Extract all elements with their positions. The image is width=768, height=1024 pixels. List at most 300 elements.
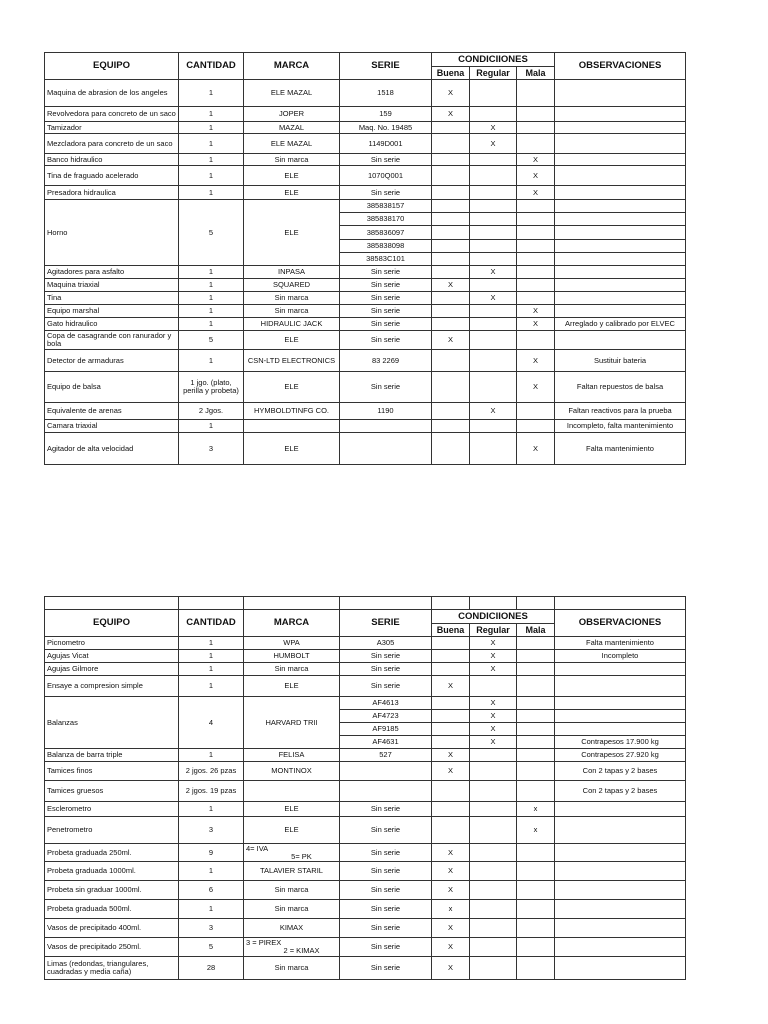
cantidad-cell: 1	[179, 305, 244, 318]
header-row	[45, 610, 686, 624]
observaciones-cell	[555, 213, 686, 226]
header-cantidad: CANTIDAD	[179, 610, 244, 637]
observaciones-cell	[555, 881, 686, 900]
marca-cell: ELE	[244, 372, 340, 403]
cantidad-cell: 1	[179, 166, 244, 186]
spacer-cell	[517, 597, 555, 610]
marca-cell: INPASA	[244, 266, 340, 279]
buena-cell	[432, 650, 470, 663]
regular-cell	[470, 279, 517, 292]
cantidad-cell: 2 jgos. 19 pzas	[179, 781, 244, 802]
marca-cell: HYMBOLDTINFG CO.	[244, 403, 340, 420]
spacer-cell	[340, 597, 432, 610]
regular-cell	[470, 253, 517, 266]
cantidad-cell: 3	[179, 433, 244, 465]
equipo-cell: Limas (redondas, triangulares, cuadradas y media caña)	[45, 957, 179, 980]
table1-body-b	[45, 266, 686, 465]
observaciones-cell: Sustituir bateria	[555, 350, 686, 372]
table-row	[45, 331, 686, 350]
serie-cell: 385838098	[340, 240, 432, 253]
cantidad-cell: 5	[179, 938, 244, 957]
mala-cell: X	[517, 433, 555, 465]
table-row	[45, 844, 686, 862]
mala-cell	[517, 650, 555, 663]
equipo-cell: Tamices finos	[45, 762, 179, 781]
marca-line-2: 5= PK	[291, 851, 312, 861]
regular-cell	[470, 200, 517, 213]
marca-line-2: 2 = KIMAX	[283, 946, 320, 955]
mala-cell	[517, 226, 555, 240]
table2-body-a	[45, 637, 686, 697]
table-row	[45, 802, 686, 817]
buena-cell: X	[432, 862, 470, 881]
serie-cell: Sin serie	[340, 881, 432, 900]
serie-cell: 83 2269	[340, 350, 432, 372]
mala-cell	[517, 919, 555, 938]
mala-cell	[517, 403, 555, 420]
mala-cell	[517, 107, 555, 122]
cantidad-cell: 1	[179, 292, 244, 305]
cantidad-cell: 9	[179, 844, 244, 862]
serie-cell	[340, 781, 432, 802]
buena-cell	[432, 637, 470, 650]
header-marca: MARCA	[244, 53, 340, 80]
table-row	[45, 663, 686, 676]
serie-cell: Sin serie	[340, 900, 432, 919]
equipo-cell: Tina	[45, 292, 179, 305]
mala-cell: X	[517, 154, 555, 166]
spacer-cell	[244, 597, 340, 610]
buena-cell	[432, 122, 470, 134]
observaciones-cell	[555, 676, 686, 697]
cantidad-cell: 1	[179, 107, 244, 122]
regular-cell	[470, 186, 517, 200]
cantidad-cell: 1	[179, 266, 244, 279]
equipo-cell: Ensaye a compresion simple	[45, 676, 179, 697]
regular-cell: X	[470, 292, 517, 305]
equipo-cell: Horno	[45, 200, 179, 266]
mala-cell	[517, 881, 555, 900]
buena-cell	[432, 292, 470, 305]
regular-cell: X	[470, 697, 517, 710]
serie-cell: 1518	[340, 80, 432, 107]
table-row	[45, 186, 686, 200]
equipo-cell: Tamizador	[45, 122, 179, 134]
serie-cell: Sin serie	[340, 676, 432, 697]
spacer-cell	[555, 597, 686, 610]
buena-cell	[432, 433, 470, 465]
cantidad-cell: 1	[179, 122, 244, 134]
table-row	[45, 919, 686, 938]
marca-cell: HIDRAULIC JACK	[244, 318, 340, 331]
mala-cell	[517, 900, 555, 919]
equipo-cell: Mezcladora para concreto de un saco	[45, 134, 179, 154]
mala-cell	[517, 938, 555, 957]
serie-cell: Sin serie	[340, 154, 432, 166]
mala-cell	[517, 200, 555, 213]
buena-cell	[432, 697, 470, 710]
buena-cell: X	[432, 957, 470, 980]
regular-cell: X	[470, 122, 517, 134]
table-row	[45, 938, 686, 957]
cantidad-cell: 4	[179, 697, 244, 749]
equipo-cell: Detector de armaduras	[45, 350, 179, 372]
header-equipo: EQUIPO	[45, 53, 179, 80]
serie-cell: Sin serie	[340, 331, 432, 350]
regular-cell	[470, 318, 517, 331]
observaciones-cell: Con 2 tapas y 2 bases	[555, 762, 686, 781]
inventory-table-1	[44, 52, 686, 465]
equipo-cell: Probeta sin graduar 1000ml.	[45, 881, 179, 900]
marca-cell: ELE	[244, 166, 340, 186]
serie-cell: Maq. No. 19485	[340, 122, 432, 134]
buena-cell: X	[432, 676, 470, 697]
equipo-cell: Penetrometro	[45, 817, 179, 844]
equipo-cell: Presadora hidraulica	[45, 186, 179, 200]
equipo-cell: Agujas Gilmore	[45, 663, 179, 676]
cantidad-cell: 2 jgos. 26 pzas	[179, 762, 244, 781]
serie-cell: Sin serie	[340, 186, 432, 200]
table1-body-a	[45, 80, 686, 200]
serie-cell: Sin serie	[340, 844, 432, 862]
buena-cell	[432, 186, 470, 200]
table2-body-b	[45, 749, 686, 844]
cantidad-cell: 1	[179, 80, 244, 107]
marca-cell: MONTINOX	[244, 762, 340, 781]
regular-cell	[470, 881, 517, 900]
buena-cell	[432, 166, 470, 186]
mala-cell	[517, 663, 555, 676]
buena-cell	[432, 154, 470, 166]
serie-cell: Sin serie	[340, 318, 432, 331]
mala-cell: X	[517, 166, 555, 186]
table-row	[45, 420, 686, 433]
serie-cell: Sin serie	[340, 292, 432, 305]
regular-cell	[470, 938, 517, 957]
regular-cell: X	[470, 637, 517, 650]
buena-cell	[432, 253, 470, 266]
observaciones-cell: Falta mantenimiento	[555, 433, 686, 465]
observaciones-cell	[555, 919, 686, 938]
observaciones-cell	[555, 723, 686, 736]
mala-cell	[517, 762, 555, 781]
observaciones-cell	[555, 240, 686, 253]
marca-cell: FELISA	[244, 749, 340, 762]
equipo-cell: Gato hidraulico	[45, 318, 179, 331]
observaciones-cell	[555, 186, 686, 200]
cantidad-cell: 1	[179, 134, 244, 154]
marca-cell	[244, 781, 340, 802]
table-row	[45, 279, 686, 292]
marca-cell: SQUARED	[244, 279, 340, 292]
table-row	[45, 372, 686, 403]
serie-cell	[340, 420, 432, 433]
mala-cell	[517, 134, 555, 154]
mala-cell	[517, 736, 555, 749]
marca-cell	[244, 938, 340, 957]
marca-cell	[244, 420, 340, 433]
regular-cell: X	[470, 266, 517, 279]
marca-cell: ELE	[244, 331, 340, 350]
marca-cell: KIMAX	[244, 919, 340, 938]
table-row	[45, 122, 686, 134]
equipo-cell: Probeta graduada 500ml.	[45, 900, 179, 919]
marca-cell: JOPER	[244, 107, 340, 122]
marca-cell: Sin marca	[244, 900, 340, 919]
equipo-cell: Balanza de barra triple	[45, 749, 179, 762]
observaciones-cell	[555, 266, 686, 279]
marca-cell: Sin marca	[244, 154, 340, 166]
buena-cell	[432, 226, 470, 240]
regular-cell	[470, 213, 517, 226]
cantidad-cell: 3	[179, 919, 244, 938]
spacer-cell	[179, 597, 244, 610]
cantidad-cell: 3	[179, 817, 244, 844]
buena-cell	[432, 723, 470, 736]
observaciones-cell	[555, 166, 686, 186]
mala-cell	[517, 213, 555, 226]
buena-cell: X	[432, 107, 470, 122]
regular-cell	[470, 80, 517, 107]
serie-cell: Sin serie	[340, 862, 432, 881]
table-row	[45, 200, 686, 213]
cantidad-cell: 1	[179, 154, 244, 166]
marca-cell: HARVARD TRII	[244, 697, 340, 749]
mala-cell	[517, 240, 555, 253]
regular-cell	[470, 957, 517, 980]
equipo-cell: Tamices gruesos	[45, 781, 179, 802]
regular-cell	[470, 331, 517, 350]
regular-cell	[470, 900, 517, 919]
mala-cell	[517, 292, 555, 305]
mala-cell	[517, 697, 555, 710]
table-row	[45, 637, 686, 650]
table-row	[45, 292, 686, 305]
serie-cell: Sin serie	[340, 957, 432, 980]
equipo-cell: Agitadores para asfalto	[45, 266, 179, 279]
marca-cell: ELE	[244, 676, 340, 697]
observaciones-cell	[555, 134, 686, 154]
marca-cell: WPA	[244, 637, 340, 650]
table-row	[45, 650, 686, 663]
observaciones-cell	[555, 331, 686, 350]
observaciones-cell: Incompleto, falta mantenimiento	[555, 420, 686, 433]
equipo-cell: Copa de casagrande con ranurador y bola	[45, 331, 179, 350]
observaciones-cell	[555, 279, 686, 292]
mala-cell	[517, 710, 555, 723]
observaciones-cell	[555, 226, 686, 240]
serie-cell: A305	[340, 637, 432, 650]
equipo-cell: Agujas Vicat	[45, 650, 179, 663]
cantidad-cell: 28	[179, 957, 244, 980]
serie-cell: AF9185	[340, 723, 432, 736]
mala-cell: X	[517, 350, 555, 372]
cantidad-cell: 1	[179, 420, 244, 433]
marca-line-1: 3 = PIREX	[246, 938, 282, 947]
equipo-cell: Revolvedora para concreto de un saco	[45, 107, 179, 122]
observaciones-cell	[555, 663, 686, 676]
buena-cell	[432, 802, 470, 817]
marca-cell: Sin marca	[244, 663, 340, 676]
table-row	[45, 107, 686, 122]
serie-cell: 38583C101	[340, 253, 432, 266]
buena-cell	[432, 781, 470, 802]
observaciones-cell: Incompleto	[555, 650, 686, 663]
serie-cell	[340, 433, 432, 465]
regular-cell	[470, 862, 517, 881]
mala-cell	[517, 266, 555, 279]
equipo-cell: Esclerometro	[45, 802, 179, 817]
mala-cell: x	[517, 817, 555, 844]
serie-cell: Sin serie	[340, 919, 432, 938]
serie-cell: 527	[340, 749, 432, 762]
cantidad-cell: 5	[179, 331, 244, 350]
observaciones-cell	[555, 253, 686, 266]
regular-cell	[470, 781, 517, 802]
equipo-cell: Maquina triaxial	[45, 279, 179, 292]
spacer-cell	[432, 597, 470, 610]
observaciones-cell: Contrapesos 17.900 kg	[555, 736, 686, 749]
serie-cell	[340, 762, 432, 781]
marca-cell: HUMBOLT	[244, 650, 340, 663]
header-buena: Buena	[432, 624, 470, 637]
header-row	[45, 53, 686, 67]
mala-cell	[517, 122, 555, 134]
mala-cell	[517, 844, 555, 862]
table-row	[45, 749, 686, 762]
cantidad-cell: 1 jgo. (plato, perilla y probeta)	[179, 372, 244, 403]
marca-cell: ELE MAZAL	[244, 134, 340, 154]
regular-cell: X	[470, 403, 517, 420]
marca-line-1: 4= IVA	[246, 843, 269, 853]
buena-cell	[432, 266, 470, 279]
buena-cell: X	[432, 331, 470, 350]
observaciones-cell	[555, 802, 686, 817]
regular-cell	[470, 240, 517, 253]
regular-cell	[470, 844, 517, 862]
equipo-cell: Tina de fraguado acelerado	[45, 166, 179, 186]
observaciones-cell: Faltan reactivos para la prueba	[555, 403, 686, 420]
marca-cell	[244, 844, 340, 862]
header-cantidad: CANTIDAD	[179, 53, 244, 80]
cantidad-cell: 1	[179, 186, 244, 200]
mala-cell	[517, 253, 555, 266]
observaciones-cell	[555, 305, 686, 318]
serie-cell: Sin serie	[340, 817, 432, 844]
cantidad-cell: 1	[179, 802, 244, 817]
observaciones-cell	[555, 292, 686, 305]
mala-cell	[517, 331, 555, 350]
observaciones-cell	[555, 957, 686, 980]
equipo-cell: Agitador de alta velocidad	[45, 433, 179, 465]
observaciones-cell	[555, 710, 686, 723]
observaciones-cell	[555, 80, 686, 107]
equipo-cell: Maquina de abrasion de los angeles	[45, 80, 179, 107]
mala-cell	[517, 80, 555, 107]
header-observaciones: OBSERVACIONES	[555, 53, 686, 80]
table-row	[45, 881, 686, 900]
marca-cell: ELE	[244, 186, 340, 200]
mala-cell: X	[517, 305, 555, 318]
regular-cell	[470, 350, 517, 372]
buena-cell	[432, 403, 470, 420]
observaciones-cell	[555, 200, 686, 213]
regular-cell	[470, 749, 517, 762]
buena-cell: X	[432, 749, 470, 762]
regular-cell	[470, 919, 517, 938]
observaciones-cell: Contrapesos 27.920 kg	[555, 749, 686, 762]
marca-cell: Sin marca	[244, 957, 340, 980]
header-equipo: EQUIPO	[45, 610, 179, 637]
regular-cell	[470, 762, 517, 781]
regular-cell	[470, 226, 517, 240]
buena-cell	[432, 663, 470, 676]
buena-cell	[432, 372, 470, 403]
cantidad-cell: 1	[179, 350, 244, 372]
buena-cell: X	[432, 80, 470, 107]
observaciones-cell	[555, 697, 686, 710]
regular-cell: X	[470, 723, 517, 736]
buena-cell	[432, 200, 470, 213]
observaciones-cell	[555, 122, 686, 134]
serie-cell: Sin serie	[340, 305, 432, 318]
observaciones-cell: Falta mantenimiento	[555, 637, 686, 650]
table-row	[45, 862, 686, 881]
table-row	[45, 817, 686, 844]
equipo-cell: Camara triaxial	[45, 420, 179, 433]
mala-cell	[517, 420, 555, 433]
marca-cell: ELE	[244, 200, 340, 266]
table-row	[45, 318, 686, 331]
cantidad-cell: 1	[179, 862, 244, 881]
cantidad-cell: 5	[179, 200, 244, 266]
header-marca: MARCA	[244, 610, 340, 637]
buena-cell	[432, 305, 470, 318]
header-serie: SERIE	[340, 610, 432, 637]
equipo-cell: Equipo de balsa	[45, 372, 179, 403]
serie-cell: Sin serie	[340, 650, 432, 663]
serie-cell: 1070Q001	[340, 166, 432, 186]
buena-cell	[432, 350, 470, 372]
regular-cell: X	[470, 650, 517, 663]
regular-cell	[470, 676, 517, 697]
spacer-row	[45, 597, 686, 610]
marca-cell: ELE MAZAL	[244, 80, 340, 107]
serie-cell: Sin serie	[340, 266, 432, 279]
buena-cell	[432, 240, 470, 253]
cantidad-cell: 1	[179, 650, 244, 663]
mala-cell: X	[517, 372, 555, 403]
table-row	[45, 957, 686, 980]
cantidad-cell: 1	[179, 637, 244, 650]
mala-cell: X	[517, 318, 555, 331]
cantidad-cell: 1	[179, 279, 244, 292]
table-row	[45, 403, 686, 420]
observaciones-cell	[555, 107, 686, 122]
observaciones-cell: Con 2 tapas y 2 bases	[555, 781, 686, 802]
marca-cell: ELE	[244, 802, 340, 817]
observaciones-cell	[555, 862, 686, 881]
buena-cell	[432, 736, 470, 749]
spacer-cell	[45, 597, 179, 610]
regular-cell	[470, 107, 517, 122]
buena-cell: x	[432, 900, 470, 919]
table-row	[45, 134, 686, 154]
observaciones-cell	[555, 844, 686, 862]
regular-cell: X	[470, 134, 517, 154]
marca-cell: CSN-LTD ELECTRONICS	[244, 350, 340, 372]
mala-cell: X	[517, 186, 555, 200]
